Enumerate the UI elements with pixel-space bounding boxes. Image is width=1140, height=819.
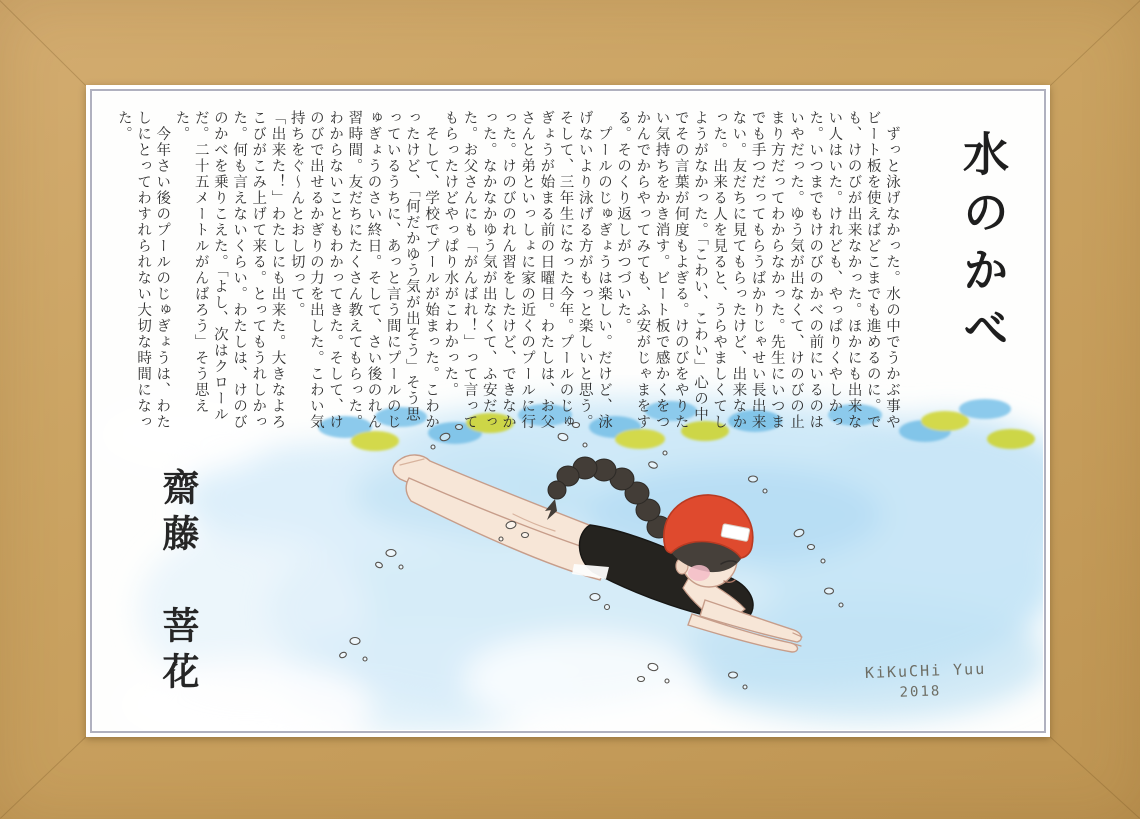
mat-opening bbox=[86, 85, 1050, 737]
signature-year: 2018 bbox=[899, 683, 942, 701]
frame-miter-bottom-right bbox=[1049, 736, 1140, 819]
essay-body bbox=[114, 110, 901, 432]
signature-name: KiKuCHi Yuu bbox=[864, 659, 987, 682]
essay-paragraph: プールのじゅぎょうは楽しい。だけど、泳げないより泳げる方がもっと楽しいと思う。そして、三年生になった今年。プールのじゅぎょうが始まる前の日曜日。わたしは、お父さんと弟といっしょに家の近くのプールに行った。けのびのれん習をしたけど、できなかった。なかなかゆう気が出なくて、ふ安だった。お父さんにも「がんばれ！」って言ってもらったけどやっぱり水がこわかった。 bbox=[442, 110, 612, 430]
essay-paragraph: 「出来た！」わたしにも出来た。大きなよろこびがこみ上げて来る。とってもうれしかった。何も言えないくらい。わたしは、けのびのかべを乗りこえた。「よし、次はクロールだ。二十五メートルがんばろう」そう思えた。 bbox=[173, 110, 286, 430]
essay-title: 水のかべ bbox=[957, 130, 1008, 362]
author-name: 齋藤 菩花 bbox=[156, 468, 197, 698]
frame-miter-bottom-left bbox=[0, 736, 87, 819]
artwork-paper bbox=[93, 92, 1043, 730]
blush bbox=[688, 565, 710, 581]
essay-paragraph: そして、学校でプールが始まった。こわかったけど、「何だかゆう気が出そう」そう思っているうちに、あっと言う間にプールのじゅぎょうのさい終日。そして、さい後のれん習時間。友だちにたくさん教えてもらった。わからないこともわかってきた。そして、けのびで出せるかぎりの力を出した。こわい気持ちをぐ〜んとおし切って。 bbox=[288, 110, 440, 430]
frame-miter-top-left bbox=[0, 0, 86, 86]
essay-paragraph: 今年さい後のプールのじゅぎょうは、わたしにとってわすれられない大切な時間になった。 bbox=[115, 110, 171, 430]
essay-paragraph: ずっと泳げなかった。水の中でうかぶ事やビート板を使えばどこまでも進めるのに。でも、けのびが出来なかった。ほかにも出来ない人はいた。けれども、やっぱりくやしかった。いつまでもけのびのかべの前にいるのはいやだった。ゆう気が出なくて、けのびの止まり方だってわからなかった。先生にいつまでも手つだってもらうばかりじゃせい長出来ない。友だちに見てもらったけど、出来なかった。出来る人を見ると、うらやましくてしようがなかった。「こわい、こわい」心の中でその言葉が何度もよぎる。けのびをやりたい気持ちをかき消す。ビート板で感かくをつかんでからやってみても、ふ安がじゃまをする。そのくり返しがつづいた。 bbox=[615, 110, 900, 430]
frame-miter-top-right bbox=[1050, 0, 1140, 86]
